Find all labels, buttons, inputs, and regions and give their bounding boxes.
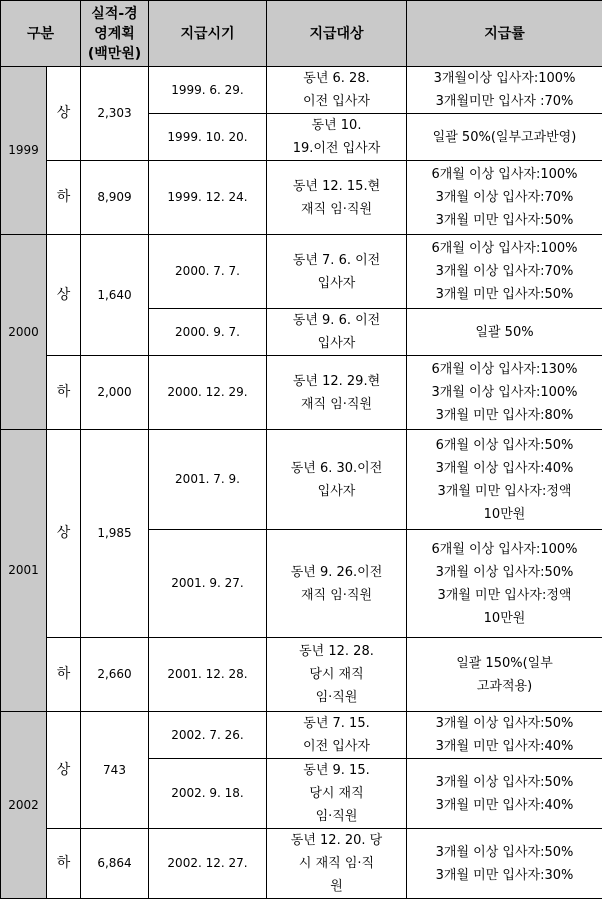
rate-line: 일괄 50%(일부고과반영)	[409, 126, 600, 149]
header-plan-line: 영계획	[83, 24, 146, 44]
rate-cell	[407, 712, 602, 759]
header-target: 지급대상	[267, 1, 407, 67]
amount-cell: 1,640	[81, 235, 149, 356]
rate-line: 3개월 미만 입사자:40%	[409, 794, 600, 817]
rate-cell	[407, 161, 602, 235]
target-line: 이전 입사자	[269, 90, 404, 113]
table-row	[1, 829, 602, 899]
target-line: 당시 재직	[269, 782, 404, 805]
date-cell: 1999. 12. 24.	[149, 161, 267, 235]
header-date: 지급시기	[149, 1, 267, 67]
rate-line: 10만원	[409, 607, 600, 630]
half-cell: 상	[47, 430, 81, 638]
target-line: 동년 12. 28.	[269, 640, 404, 663]
target-line: 임·직원	[269, 805, 404, 828]
rate-line: 3개월 이상 입사자:50%	[409, 561, 600, 584]
rate-cell	[407, 638, 602, 712]
rate-line: 6개월 이상 입사자:100%	[409, 163, 600, 186]
date-cell: 2000. 12. 29.	[149, 356, 267, 430]
year-cell: 2002	[1, 712, 47, 899]
half-cell: 상	[47, 235, 81, 356]
target-line: 임·직원	[269, 686, 404, 709]
amount-cell: 743	[81, 712, 149, 829]
header-plan	[81, 1, 149, 67]
table-row	[1, 235, 602, 309]
rate-cell	[407, 356, 602, 430]
target-line: 원	[269, 875, 404, 898]
half-cell: 상	[47, 712, 81, 829]
target-cell	[267, 235, 407, 309]
target-cell	[267, 309, 407, 356]
amount-cell: 2,660	[81, 638, 149, 712]
rate-line: 6개월 이상 입사자:130%	[409, 358, 600, 381]
rate-cell	[407, 829, 602, 899]
target-cell	[267, 356, 407, 430]
rate-line: 6개월 이상 입사자:100%	[409, 237, 600, 260]
target-cell	[267, 430, 407, 530]
rate-line: 3개월 이상 입사자:70%	[409, 260, 600, 283]
header-plan-line: (백만원)	[83, 44, 146, 64]
amount-cell: 1,985	[81, 430, 149, 638]
target-line: 재직 임·직원	[269, 198, 404, 221]
table-row	[1, 356, 602, 430]
table-row	[1, 161, 602, 235]
target-line: 당시 재직	[269, 663, 404, 686]
date-cell: 2000. 9. 7.	[149, 309, 267, 356]
target-cell	[267, 67, 407, 114]
target-cell	[267, 712, 407, 759]
target-line: 동년 6. 30.이전	[269, 457, 404, 480]
year-cell: 1999	[1, 67, 47, 235]
rate-line: 일괄 50%	[409, 321, 600, 344]
rate-line: 3개월 미만 입사자:40%	[409, 735, 600, 758]
amount-cell: 6,864	[81, 829, 149, 899]
rate-line: 3개월 미만 입사자:정액	[409, 584, 600, 607]
target-line: 시 재직 임·직	[269, 852, 404, 875]
rate-line: 3개월 이상 입사자:70%	[409, 186, 600, 209]
target-line: 입사자	[269, 272, 404, 295]
half-cell: 하	[47, 356, 81, 430]
header-plan-line: 실적-경	[83, 4, 146, 24]
half-cell: 하	[47, 638, 81, 712]
amount-cell: 2,303	[81, 67, 149, 161]
rate-cell	[407, 67, 602, 114]
rate-cell	[407, 430, 602, 530]
target-cell	[267, 530, 407, 638]
date-cell: 2002. 7. 26.	[149, 712, 267, 759]
rate-line: 3개월 미만 입사자:80%	[409, 404, 600, 427]
amount-cell: 8,909	[81, 161, 149, 235]
target-line: 동년 7. 15.	[269, 712, 404, 735]
header-category: 구분	[1, 1, 81, 67]
target-line: 입사자	[269, 480, 404, 503]
rate-line: 일괄 150%(일부	[409, 652, 600, 675]
rate-cell	[407, 235, 602, 309]
rate-cell	[407, 309, 602, 356]
target-line: 동년 9. 15.	[269, 759, 404, 782]
target-line: 동년 9. 6. 이전	[269, 309, 404, 332]
date-cell: 2000. 7. 7.	[149, 235, 267, 309]
rate-cell	[407, 530, 602, 638]
rate-line: 3개월 이상 입사자:50%	[409, 841, 600, 864]
rate-line: 3개월 미만 입사자:정액	[409, 480, 600, 503]
header-rate: 지급률	[407, 1, 602, 67]
table-row	[1, 638, 602, 712]
rate-cell	[407, 114, 602, 161]
target-line: 19.이전 입사자	[269, 137, 404, 160]
rate-line: 3개월 이상 입사자:100%	[409, 381, 600, 404]
year-cell: 2001	[1, 430, 47, 712]
date-cell: 2002. 9. 18.	[149, 759, 267, 829]
rate-line: 3개월이상 입사자:100%	[409, 67, 600, 90]
rate-line: 3개월 미만 입사자:30%	[409, 864, 600, 887]
target-line: 재직 임·직원	[269, 584, 404, 607]
date-cell: 2002. 12. 27.	[149, 829, 267, 899]
rate-cell	[407, 759, 602, 829]
target-line: 동년 12. 29.현	[269, 370, 404, 393]
year-cell: 2000	[1, 235, 47, 430]
rate-line: 3개월 이상 입사자:40%	[409, 457, 600, 480]
date-cell: 1999. 10. 20.	[149, 114, 267, 161]
rate-line: 3개월 이상 입사자:50%	[409, 712, 600, 735]
table-row	[1, 67, 602, 114]
amount-cell: 2,000	[81, 356, 149, 430]
table-row	[1, 430, 602, 530]
target-line: 동년 10.	[269, 114, 404, 137]
rate-line: 3개월 미만 입사자:50%	[409, 283, 600, 306]
target-line: 동년 6. 28.	[269, 67, 404, 90]
target-line: 동년 7. 6. 이전	[269, 249, 404, 272]
date-cell: 1999. 6. 29.	[149, 67, 267, 114]
target-line: 동년 12. 15.현	[269, 175, 404, 198]
rate-line: 고과적용)	[409, 675, 600, 698]
target-cell	[267, 161, 407, 235]
target-line: 동년 9. 26.이전	[269, 561, 404, 584]
target-line: 이전 입사자	[269, 735, 404, 758]
target-cell	[267, 759, 407, 829]
target-cell	[267, 829, 407, 899]
date-cell: 2001. 9. 27.	[149, 530, 267, 638]
rate-line: 10만원	[409, 503, 600, 526]
target-cell	[267, 638, 407, 712]
target-line: 동년 12. 20. 당	[269, 829, 404, 852]
date-cell: 2001. 7. 9.	[149, 430, 267, 530]
rate-line: 6개월 이상 입사자:50%	[409, 434, 600, 457]
table-row	[1, 712, 602, 759]
target-line: 재직 임·직원	[269, 393, 404, 416]
rate-line: 3개월 이상 입사자:50%	[409, 771, 600, 794]
rate-line: 6개월 이상 입사자:100%	[409, 538, 600, 561]
half-cell: 하	[47, 161, 81, 235]
target-cell	[267, 114, 407, 161]
rate-line: 3개월 미만 입사자:50%	[409, 209, 600, 232]
header-row	[1, 1, 602, 67]
target-line: 입사자	[269, 332, 404, 355]
date-cell: 2001. 12. 28.	[149, 638, 267, 712]
half-cell: 하	[47, 829, 81, 899]
half-cell: 상	[47, 67, 81, 161]
rate-line: 3개월미만 입사자 :70%	[409, 90, 600, 113]
